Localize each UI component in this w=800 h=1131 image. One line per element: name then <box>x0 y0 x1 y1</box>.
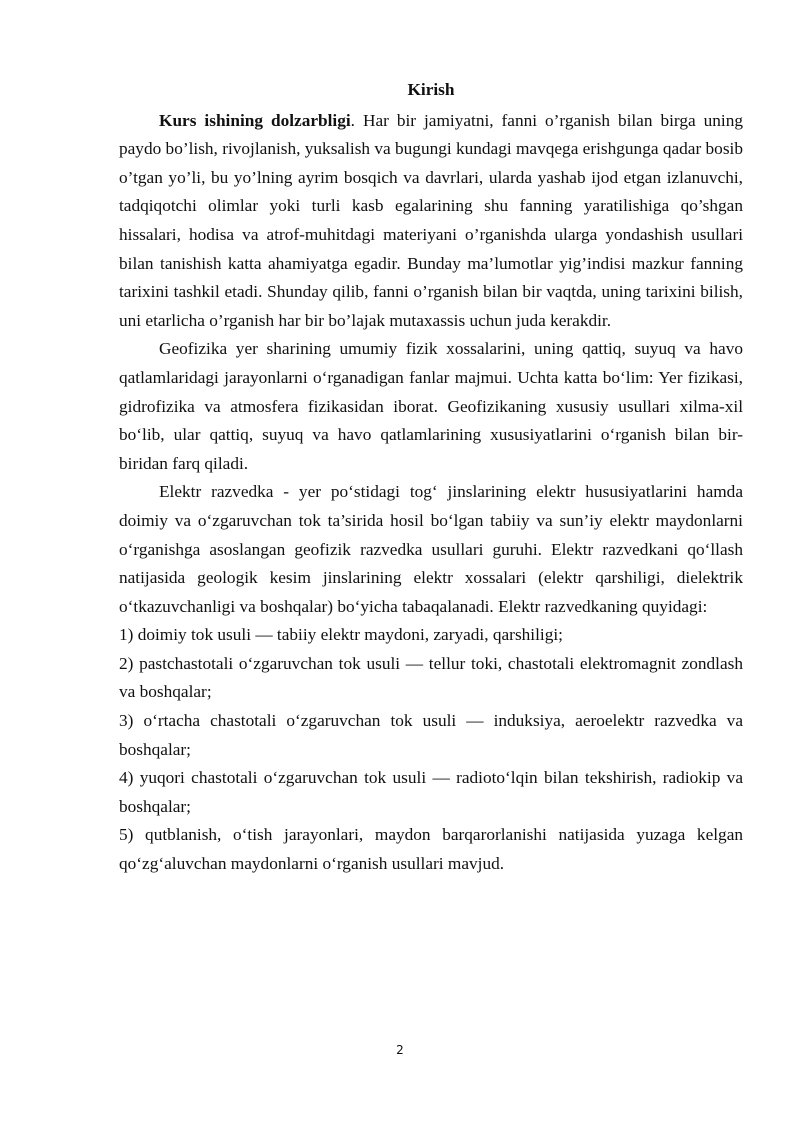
paragraph-elektr-razvedka: Elektr razvedka - yer po‘stidagi tog‘ jinslarining elektr hususiyatlarini hamda doimiy va o‘zgaruvchan tok ta’sirida hosil bo‘lgan tabiiy va sun’iy elektr maydonlarni o‘rganishga asoslangan geofizik razvedka usullari guruhi. Elektr razvedkani qo‘llash natijasida geologik kesim jinslarining elektr xossalari (elektr qarshiligi, dielektrik o‘tkazuvchanligi va boshqalar) bo‘yicha tabaqalanadi. Elektr razvedkaning quyidagi: <box>119 482 743 616</box>
list-item: 4) yuqori chastotali o‘zgaruvchan tok usuli — radioto‘lqin bilan tekshirish, radiokip va boshqalar; <box>119 768 743 816</box>
paragraph-geofizika: Geofizika yer sharining umumiy fizik xossalarini, uning qattiq, suyuq va havo qatlamlaridagi jarayonlarni o‘rganadigan fanlar majmui. Uchta katta bo‘lim: Yer fizikasi, gidrofizika va atmosfera fizikasidan iborat. Geofizikaning xususiy usullari xilma-xil bo‘lib, ular qattiq, suyuq va havo qatlamlarining xususiyatlarini o‘rganish bilan bir-biridan farq qiladi. <box>119 339 743 473</box>
intro-text: . Har bir jamiyatni, fanni o’rganish bilan birga uning paydo bo’lish, rivojlanish, yuksalish va bugungi kundagi mavqega erishgunga qadar bosib o’tgan yo’li, bu yo’lning ayrim bosqich va davrlari, ularda yashab ijod etgan izlanuvchi, tadqiqotchi olimlar yoki turli kasb egalarining shu fanning yaratilishiga qo’shgan hissalari, hodisa va atrof-muhitdagi materiyani o’rganishda ularga yondashish usullari bilan tanishish katta ahamiyatga egadir. Bunday ma’lumotlar yig’indisi mazkur fanning tarixini tashkil etadi. Shunday qilib, fanni o’rganish bilan bir vaqtda, uning tarixini bilish, uni etarlicha o’rganish har bir bo’lajak mutaxassis uchun juda kerakdir. <box>119 110 743 330</box>
intro-lead: Kurs ishining dolzarbligi <box>159 110 351 130</box>
page-number: 2 <box>396 1043 404 1057</box>
intro-paragraph <box>119 107 743 336</box>
list-item: 5) qutblanish, o‘tish jarayonlari, maydon barqarorlanishi natijasida yuzaga kelgan qo‘zg‘aluvchan maydonlarni o‘rganish usullari mavjud. <box>119 825 743 874</box>
list-item: 3) o‘rtacha chastotali o‘zgaruvchan tok usuli — induksiya, aeroelektr razvedka va boshqalar; <box>119 711 743 759</box>
list-item: 2) pastchastotali o‘zgaruvchan tok usuli — tellur toki, chastotali elektromagnit zondlash va boshqalar; <box>119 653 743 702</box>
page-content <box>119 76 743 879</box>
section-title: Kirish <box>407 80 455 99</box>
list-item: 1) doimiy tok usuli — tabiiy elektr maydoni, zaryadi, qarshiligi; <box>119 625 563 645</box>
